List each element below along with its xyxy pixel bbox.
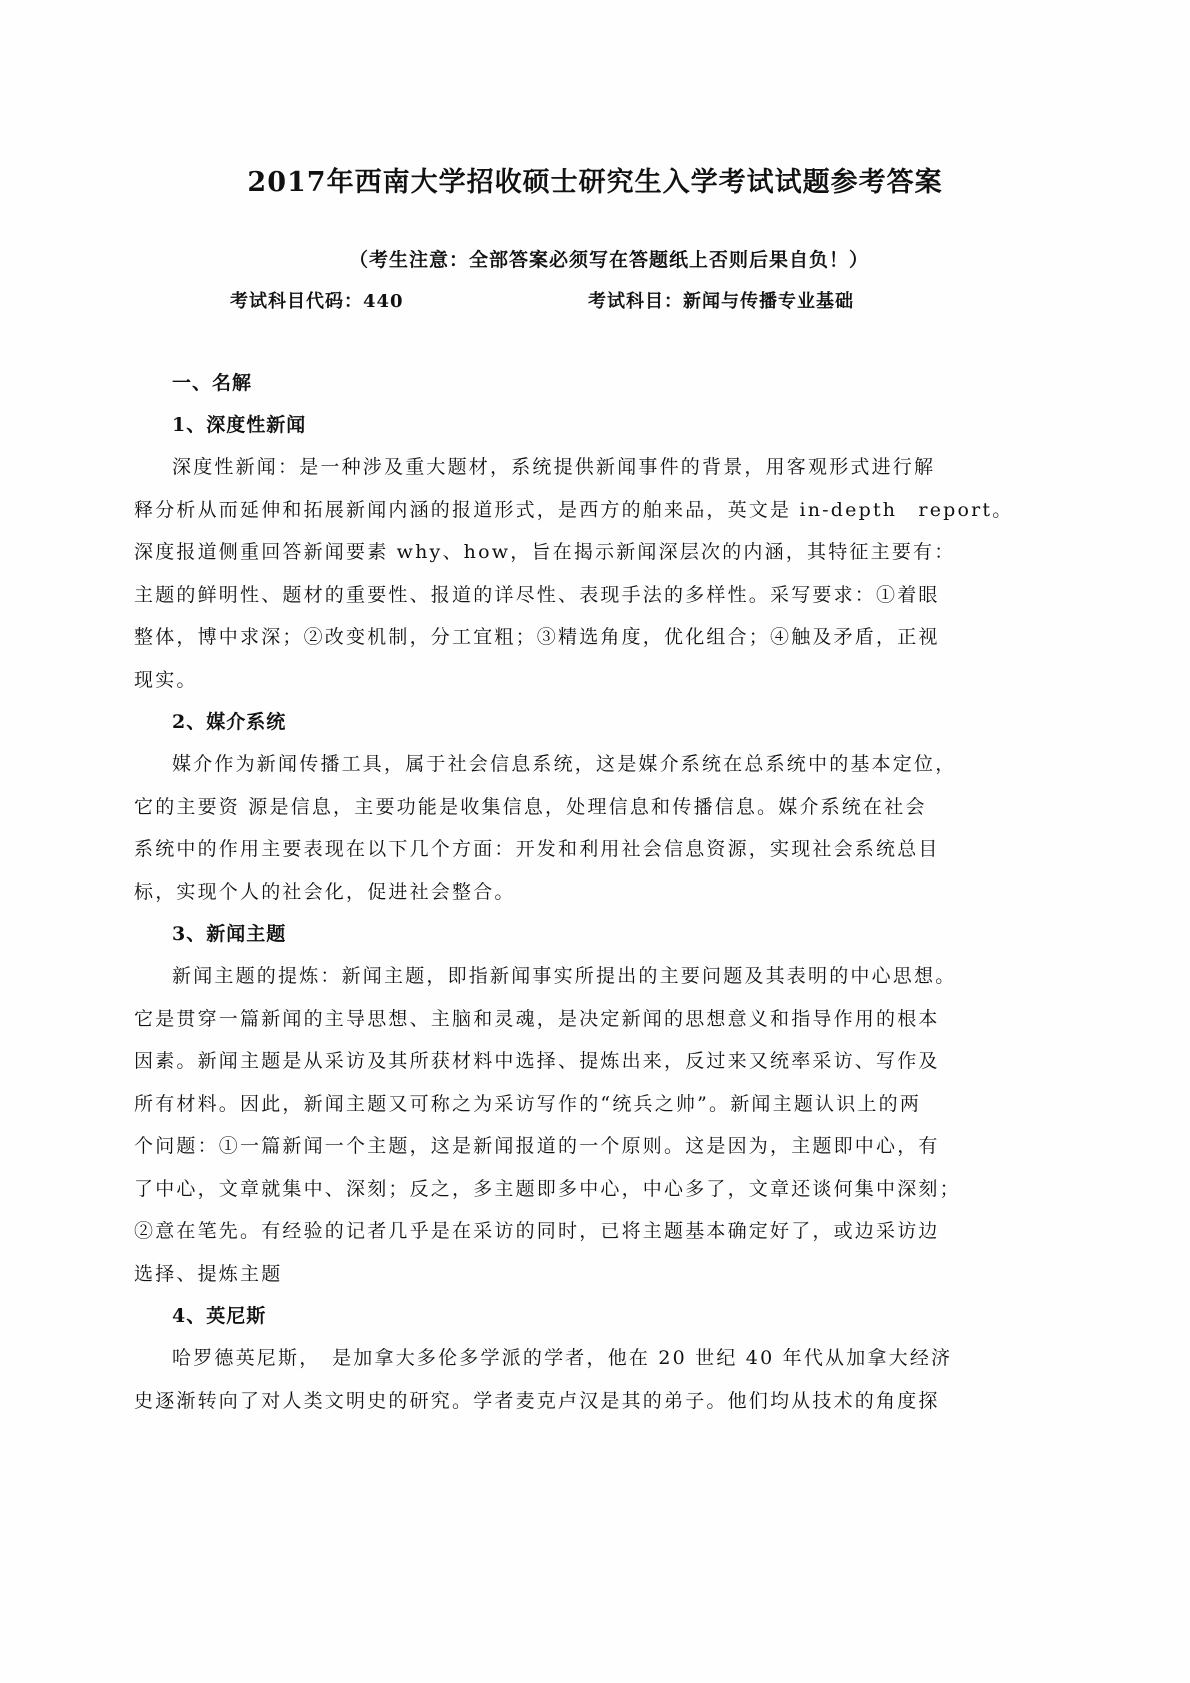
text-line: 新闻主题的提炼：新闻主题，即指新闻事实所提出的主要问题及其表明的中心思想。 xyxy=(172,965,957,987)
text-line: 标，实现个人的社会化，促进社会整合。 xyxy=(134,880,516,903)
text-line: 哈罗德英尼斯， 是加拿大多伦多学派的学者，他在 20 世纪 40 年代从加拿大经济 xyxy=(172,1347,953,1369)
section-heading: 一、名解 xyxy=(172,372,253,394)
text-line: 它的主要资 源是信息，主要功能是收集信息，处理信息和传播信息。媒介系统在社会 xyxy=(134,795,927,818)
text-line: 深度性新闻：是一种涉及重大题材，系统提供新闻事件的背景，用客观形式进行解 xyxy=(172,456,936,478)
text-line: 现实。 xyxy=(134,668,198,691)
text-line: 选择、提炼主题 xyxy=(134,1262,283,1285)
text-line: 史逐渐转向了对人类文明史的研究。学者麦克卢汉是其的弟子。他们均从技术的角度探 xyxy=(134,1389,940,1412)
item-body-innis xyxy=(134,1337,1014,1422)
text-line: 所有材料。因此，新闻主题又可称之为采访写作的“统兵之帅”。新闻主题认识上的两 xyxy=(134,1092,922,1115)
item-heading-media-system: 2、媒介系统 xyxy=(172,711,287,733)
text-line: 整体，博中求深；②改变机制，分工宜粗；③精选角度，优化组合；④触及矛盾，正视 xyxy=(134,626,940,648)
text-line: 它是贯穿一篇新闻的主导思想、主脑和灵魂，是决定新闻的思想意义和指导作用的根本 xyxy=(134,1007,940,1030)
exam-notice: （考生注意：全部答案必须写在答题纸上否则后果自负！） xyxy=(348,249,869,271)
text-line: 了中心，文章就集中、深刻；反之，多主题即多中心，中心多了，文章还谈何集中深刻； xyxy=(134,1177,961,1200)
text-line: 释分析从而延伸和拓展新闻内涵的报道形式，是西方的舶来品，英文是 in-depth report。 xyxy=(134,498,1014,521)
item-heading-depth-news: 1、深度性新闻 xyxy=(172,414,307,436)
text-line: 主题的鲜明性、题材的重要性、报道的详尽性、表现手法的多样性。采写要求：①着眼 xyxy=(134,583,940,606)
text-line: 系统中的作用主要表现在以下几个方面：开发和利用社会信息资源，实现社会系统总目 xyxy=(134,838,940,860)
exam-code: 考试科目代码：440 xyxy=(230,291,404,312)
item-heading-news-theme: 3、新闻主题 xyxy=(172,923,287,945)
item-body-depth-news xyxy=(134,446,1014,701)
text-line: 媒介作为新闻传播工具，属于社会信息系统，这是媒介系统在总系统中的基本定位， xyxy=(172,753,957,775)
text-line: 个问题：①一篇新闻一个主题，这是新闻报道的一个原则。这是因为，主题即中心，有 xyxy=(134,1135,940,1157)
answer-content xyxy=(134,362,1014,1422)
text-line: 深度报道侧重回答新闻要素 why、how，旨在揭示新闻深层次的内涵，其特征主要有： xyxy=(134,541,956,563)
text-line: 因素。新闻主题是从采访及其所获材料中选择、提炼出来，反过来又统率采访、写作及 xyxy=(134,1050,940,1072)
item-heading-innis: 4、英尼斯 xyxy=(172,1305,267,1327)
text-line: ②意在笔先。有经验的记者几乎是在采访的同时，已将主题基本确定好了，或边采访边 xyxy=(134,1220,940,1242)
item-body-news-theme xyxy=(134,955,1014,1295)
document-title: 2017年西南大学招收硕士研究生入学考试试题参考答案 xyxy=(247,167,943,198)
exam-subject: 考试科目：新闻与传播专业基础 xyxy=(588,291,854,312)
item-body-media-system xyxy=(134,743,1014,913)
